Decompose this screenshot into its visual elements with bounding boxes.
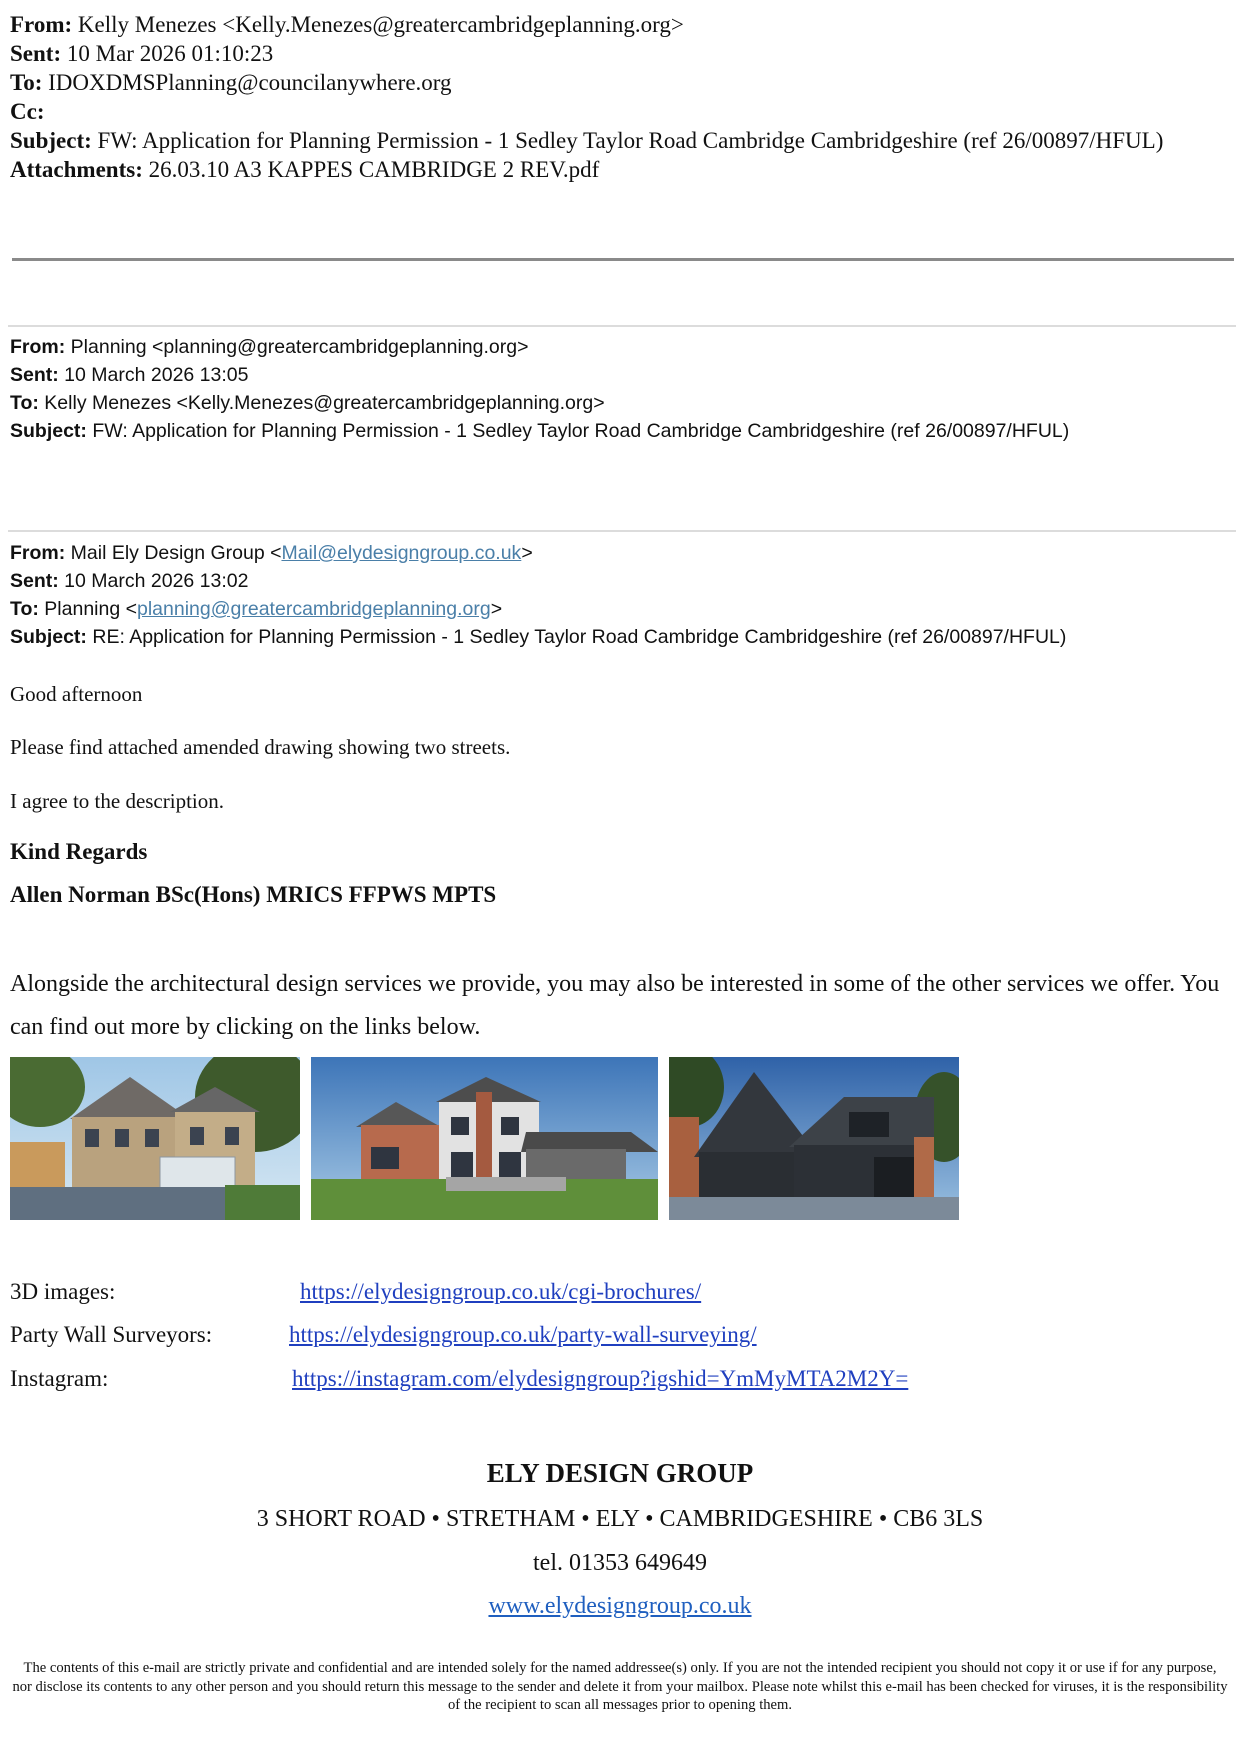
fw1-to-line: To: Kelly Menezes <Kelly.Menezes@greatercambridgeplanning.org> (10, 392, 605, 414)
sent-line: Sent: 10 Mar 2026 01:10:23 (10, 41, 274, 66)
subject-line: Subject: FW: Application for Planning Permission - 1 Sedley Taylor Road Cambridge Cambridgeshire (ref 26/00897/HFUL) (10, 128, 1164, 153)
render-house-garden-image[interactable] (311, 1057, 658, 1220)
link-row-3d-images (10, 1277, 1230, 1307)
fw1-subject-line: Subject: FW: Application for Planning Permission - 1 Sedley Taylor Road Cambridge Cambridgeshire (ref 26/00897/HFUL) (10, 420, 1070, 442)
forwarded-header-1 (10, 333, 1230, 445)
render-house-dark-cladding-image[interactable] (669, 1057, 959, 1220)
render-house-conservatory-image[interactable] (10, 1057, 300, 1220)
body-line-1: Please find attached amended drawing showing two streets. (10, 735, 511, 759)
link-label: Party Wall Surveyors: (10, 1322, 213, 1347)
fw2-from-line: From: Mail Ely Design Group <Mail@elydesigngroup.co.uk> (10, 542, 533, 564)
company-telephone: tel. 01353 649649 (533, 1550, 707, 1576)
outer-email-header (10, 10, 1230, 184)
fw2-sent-line: Sent: 10 March 2026 13:02 (10, 570, 249, 592)
signature-name: Allen Norman BSc(Hons) MRICS FFPWS MPTS (10, 882, 497, 907)
link-label: Instagram: (10, 1366, 109, 1391)
company-website (0, 1593, 1240, 1620)
attachment-file[interactable]: 26.03.10 A3 KAPPES CAMBRIDGE 2 REV.pdf (148, 157, 600, 182)
from-line: From: Kelly Menezes <Kelly.Menezes@greatercambridgeplanning.org> (10, 12, 684, 37)
from-email-link[interactable]: Mail@elydesigngroup.co.uk (281, 542, 522, 564)
fw1-sent-line: Sent: 10 March 2026 13:05 (10, 364, 249, 386)
regards: Kind Regards (10, 839, 148, 864)
fw2-to-line: To: Planning <planning@greatercambridgeplanning.org> (10, 598, 503, 620)
to-value: IDOXDMSPlanning@councilanywhere.org (48, 70, 452, 95)
to-email-link[interactable]: planning@greatercambridgeplanning.org (137, 598, 491, 620)
forward-divider-2 (8, 530, 1236, 532)
link-label: 3D images: (10, 1279, 116, 1304)
website-link[interactable]: www.elydesigngroup.co.uk (488, 1593, 752, 1619)
sent-value: 10 Mar 2026 01:10:23 (66, 41, 274, 66)
to-line: To: IDOXDMSPlanning@councilanywhere.org (10, 70, 452, 95)
subject-value: FW: Application for Planning Permission - 1 Sedley Taylor Road Cambridge Cambridgeshire (ref 26/00897/HFUL) (97, 128, 1164, 153)
fw2-subject-line: Subject: RE: Application for Planning Permission - 1 Sedley Taylor Road Cambridge Cambridgeshire (ref 26/00897/HFUL) (10, 626, 1067, 648)
link-row-party-wall (10, 1320, 1230, 1350)
header-divider (12, 258, 1234, 261)
greeting: Good afternoon (10, 682, 143, 706)
company-address: 3 SHORT ROAD • STRETHAM • ELY • CAMBRIDGESHIRE • CB6 3LS (256, 1506, 984, 1532)
cgi-brochures-link[interactable]: https://elydesigngroup.co.uk/cgi-brochures/ (300, 1279, 702, 1304)
company-name: ELY DESIGN GROUP (486, 1458, 754, 1488)
party-wall-link[interactable]: https://elydesigngroup.co.uk/party-wall-surveying/ (289, 1322, 757, 1347)
forward-divider-1 (8, 325, 1236, 327)
forwarded-header-2 (10, 539, 1230, 651)
attachments-line: Attachments: 26.03.10 A3 KAPPES CAMBRIDGE 2 REV.pdf (10, 157, 600, 182)
from-value: Kelly Menezes <Kelly.Menezes@greatercambridgeplanning.org> (77, 12, 684, 37)
promo-text: Alongside the architectural design services we provide, you may also be interested in some of the other services we offer. You can find out more by clicking on the links below. (10, 971, 1220, 1040)
instagram-link[interactable]: https://instagram.com/elydesigngroup?igshid=YmMyMTA2M2Y= (292, 1366, 909, 1391)
link-row-instagram (10, 1364, 1230, 1394)
body-line-2: I agree to the description. (10, 789, 224, 813)
email-disclaimer: The contents of this e-mail are strictly private and confidential and are intended solely for the named addressee(s) only. If you are not the intended recipient you should not copy it or use if for any purpose, nor disclose its contents to any other person and you should return this message to the sender and delete it from your mailbox. Please note whilst this e-mail has been checked for viruses, it is the responsibility of the recipient to scan all messages prior to opening them. (12, 1660, 1228, 1713)
fw1-from-line: From: Planning <planning@greatercambridgeplanning.org> (10, 336, 529, 358)
cc-line: Cc: (10, 99, 45, 124)
